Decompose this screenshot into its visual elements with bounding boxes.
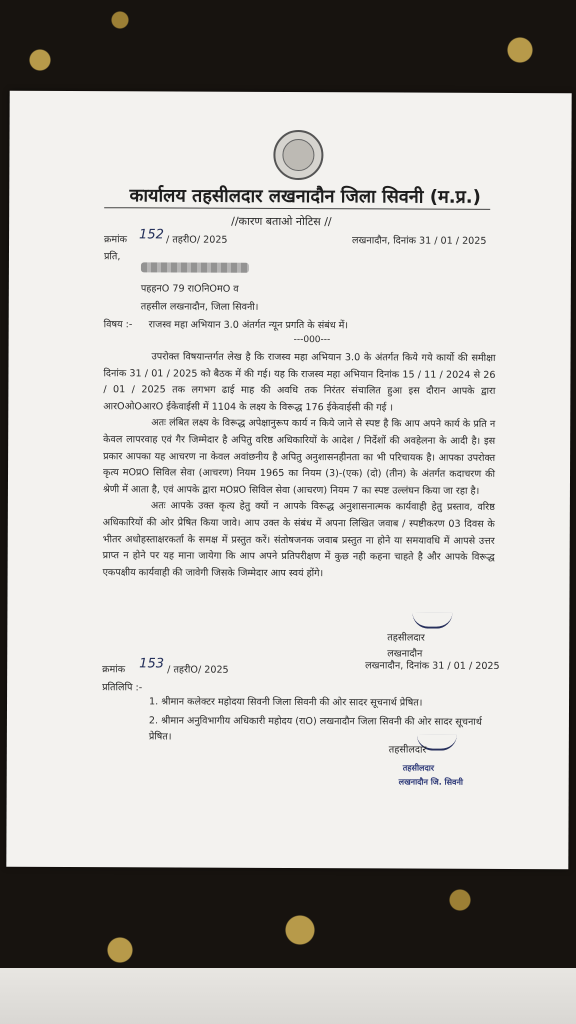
floor [0, 968, 576, 1024]
government-emblem-icon [273, 130, 323, 180]
body-paragraph-2: अतः लंबित लक्ष्य के विरूद्ध अपेक्षानुरूप कार्य न किये जाने से स्पष्ट है कि आप अपने कार्य के प्रति न केवल लापरवाह एवं गैर जिम्मेदार है अपितु वरिष्ठ अधिकारियों के आदेश / निर्देशों की अवहेलना के आदी है। इस प्रकार आपका यह आचरण ना केवल अवांछनीय है अपितु अनुशासनहीनता का भी परिचायक है। आपका उपरोक्त कृत्य मOप्रO सिविल सेवा (आचरण) नियम 1965 का नियम (3)-(एक) (दो) (तीन) के अंतर्गत कदाचरण की श्रेणी में आता है, एवं आपके द्वारा मOप्रO सिविल सेवा (आचरण) नियम 7 का स्पष्ट उल्लंघन किया जा रहा है। [102, 417, 496, 497]
notice-document [6, 91, 571, 869]
redacted-recipient-name [141, 262, 249, 272]
ref2-label: क्रमांक [102, 664, 126, 676]
place-date-2: लखनादौन, दिनांक 31 / 01 / 2025 [365, 660, 500, 672]
copy-item-2: 2. श्रीमान अनुविभागीय अधिकारी महोदय (राO) लखनादौन जिला सिवनी की ओर सादर सूचनार्थ प्रेषित। [148, 715, 482, 743]
office-title: कार्यालय तहसीलदार लखनादौन जिला सिवनी (म.प्र.) [129, 185, 481, 208]
signature-1-ink [412, 613, 452, 629]
ref-number-handwritten: 152 [139, 227, 164, 243]
copy-item-1: 1. श्रीमान कलेक्टर महोदया सिवनी जिला सिवनी की ओर सादर सूचनार्थ प्रेषित। [149, 696, 423, 709]
notice-title: //कारण बताओ नोटिस // [231, 214, 332, 229]
signature-1-title: तहसीलदार [387, 632, 425, 644]
ref2-number-handwritten: 153 [139, 656, 165, 672]
subject-label: विषय :- [103, 319, 133, 331]
recipient-line2: तहसील लखनादौन, जिला सिवनी। [140, 301, 259, 313]
separator: ---000--- [293, 335, 331, 346]
notice-body [103, 349, 496, 583]
place-date: लखनादौन, दिनांक 31 / 01 / 2025 [352, 235, 487, 247]
ref2-suffix: / तहरीO/ 2025 [167, 664, 229, 676]
ref-label: क्रमांक [104, 234, 128, 246]
signature-1-place: लखनादौन [387, 648, 423, 660]
to-label: प्रति, [103, 251, 121, 263]
body-paragraph-1: उपरोक्त विषयान्तर्गत लेख है कि राजस्व महा अभियान 3.0 के अंतर्गत किये गये कार्यो की समीक्षा दिनांक 31 / 01 / 2025 को बैठक में की गई। यह कि राजस्व महा अभियान दिनांक 15 / 11 / 2024 से 26 / 01 / 2025 तक लगभग ढाई माह की अवधि तक निरंतर संचालित हुआ इस दौरान आपके द्वारा आरOओOआरO ईकेवाईसी में 1104 के लक्ष्य के विरूद्ध 176 ईकेवाईसी की गई । [103, 351, 496, 414]
recipient-line1: पहहनO 79 राOनिOमO व [140, 283, 239, 295]
signature-2-title: तहसीलदार [388, 744, 427, 756]
copy-label: प्रतिलिपि :- [102, 682, 143, 694]
stamp-line-1: तहसीलदार [402, 763, 435, 773]
body-paragraph-3: अतः आपके उक्त कृत्य हेतु क्यों न आपके विरूद्ध अनुशासनात्मक कार्यवाही हेतु प्रस्ताव, वरिष्ठ अधिकारियों की ओर प्रेषित किया जावे। आप उक्त के संबंध में अपना लिखित जवाब / स्पष्टीकरण 03 दिवस के भीतर अधोहस्ताक्षरकर्ता के समक्ष में प्रस्तुत करें। संतोषजनक जवाब प्रस्तुत ना होने या समयावधि में आपसे उत्तर प्राप्त न होने पर यह माना जायेगा कि आप अपने प्रतिपरीक्षण में कुछ नही कहना चाहते है और आपके विरूद्ध एकपक्षीय कार्यवाही की जावेगी जिसके जिम्मेदार आप स्वयं होंगे। [102, 500, 495, 579]
stamp-line-2: लखनादौन जि. सिवनी [398, 777, 463, 787]
ref-suffix: / तहरीO/ 2025 [166, 234, 228, 246]
subject-text: राजस्व महा अभियान 3.0 अंतर्गत न्यून प्रगति के संबंध में। [148, 319, 349, 332]
